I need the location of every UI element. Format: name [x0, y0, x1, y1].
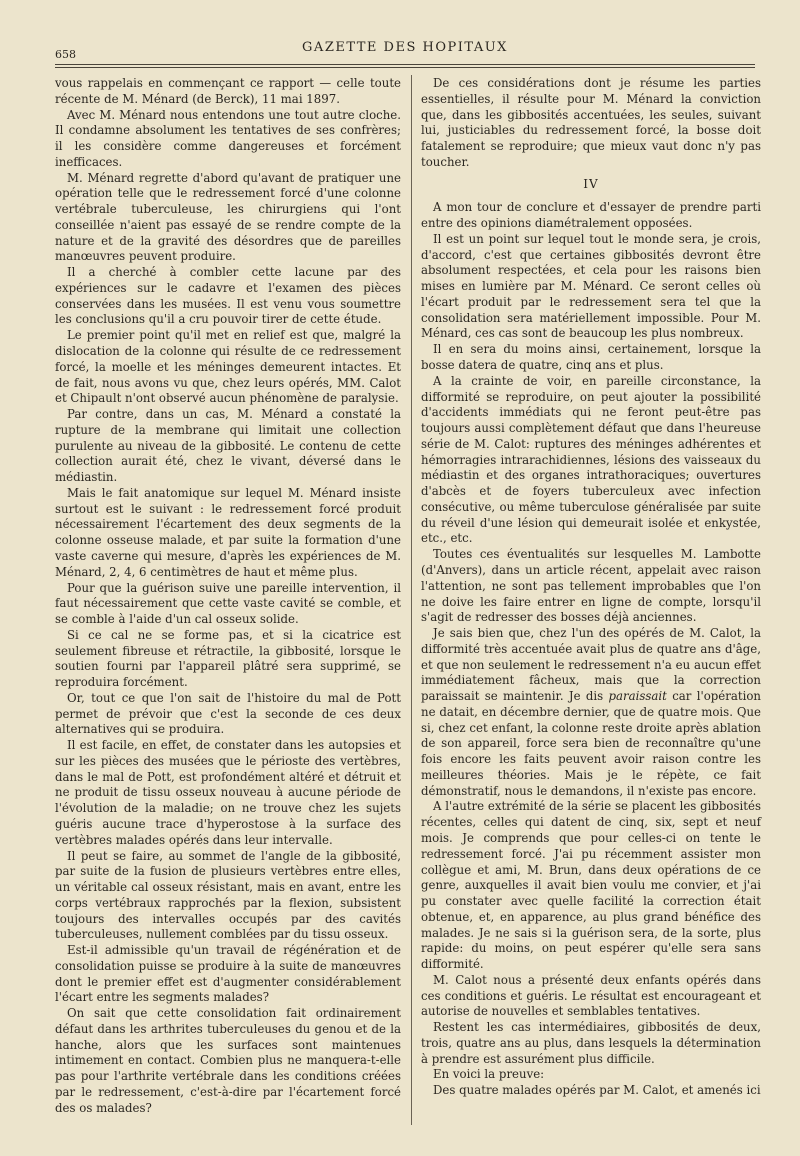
paragraph: Il en sera du moins ainsi, certainement, lorsque la bosse datera de quatre, cinq ans et plus. — [421, 342, 761, 373]
paragraph: A l'autre extrémité de la série se placent les gibbosités récentes, celles qui datent de cinq, six, sept et neuf mois. Je comprends que pour celles-ci on tente le redressement forcé. J'ai pu récemment assister mon collègue et ami, M. Brun, dans deux opérations de ce genre, auxquelles il avait bien voulu me convier, et j'ai pu constater avec quelle facilité la correction était obtenue, et, en apparence, au plus grand bénéfice des malades. Je ne sais si la guérison sera, de la sorte, plus rapide: du moins, on peut espérer qu'elle sera sans difformité. — [421, 799, 761, 972]
paragraph: Toutes ces éventualités sur lesquelles M. Lambotte (d'Anvers), dans un article récent, appelait avec raison l'attention, ne sont pas tellement improbables que l'on ne doive les faire entrer en ligne de compte, lorsqu'il s'agit de redresser des bosses déjà anciennes. — [421, 547, 761, 625]
paragraph: Est-il admissible qu'un travail de régénération et de consolidation puisse se produire à la suite de manœuvres dont le premier effet est d'augmenter considérablement l'écart entre les segments malades? — [55, 943, 401, 1005]
paragraph: Le premier point qu'il met en relief est que, malgré la dislocation de la colonne qui résulte de ce redressement forcé, la moelle et les méninges demeurent intactes. Et de fait, nous avons vu que, chez leurs opérés, MM. Calot et Chipault n'ont observé aucun phénomène de paralysie. — [55, 328, 401, 406]
paragraph: En voici la preuve: — [433, 1067, 545, 1082]
header-rule-double — [55, 67, 755, 68]
paragraph: Pour que la guérison suive une pareille intervention, il faut nécessairement que cette vaste cavité se comble, et se comble à l'aide d'un cal osseux solide. — [55, 580, 401, 627]
paragraph — [421, 626, 761, 799]
paragraph-text: car l'opération ne datait, en décembre dernier, que de quatre mois. Que si, chez cet enfant, la colonne reste droite après ablation de son appareil, force sera bien de reconnaître qu'une fois encore les faits peuvent avoir raison contre les meilleures théories. Mais je le répète, ce fait démonstratif, nous le demandons, il n'existe pas encore. — [421, 689, 761, 798]
paragraph: Avec M. Ménard nous entendons une tout autre cloche. Il condamne absolument les tentatives de ses confrères; il les considère comme dangereuses et forcément inefficaces. — [55, 107, 401, 169]
paragraph: Il peut se faire, au sommet de l'angle de la gibbosité, par suite de la fusion de plusieurs vertèbres entre elles, un véritable cal osseux résistant, mais en avant, entre les corps vertébraux rapprochés par la flexion, subsistent toujours des intervalles occupés par des cavités tuberculeuses, nullement comblées par du tissu osseux. — [55, 848, 401, 942]
paragraph: Par contre, dans un cas, M. Ménard a constaté la rupture de la membrane qui limitait une collection purulente au niveau de la gibbosité. Le contenu de cette collection aurait été, chez le vivant, déversé dans le médiastin. — [55, 407, 401, 485]
page-header — [55, 36, 755, 62]
paragraph: Or, tout ce que l'on sait de l'histoire du mal de Pott permet de prévoir que c'est la seconde de ces deux alternatives qui se produira. — [55, 690, 401, 737]
paragraph: Restent les cas intermédiaires, gibbosités de deux, trois, quatre ans au plus, dans lesquels la détermination à prendre est assurément plus difficile. — [421, 1020, 761, 1066]
right-column — [421, 76, 761, 1099]
column-divider — [411, 75, 412, 1125]
paragraph: De ces considérations dont je résume les parties essentielles, il résulte pour M. Ménard la conviction que, dans les gibbosités accentuées, les seules, suivant lui, justiciables du redressement forcé, la bosse doit fatalement se reproduire; que mieux vaut donc n'y pas toucher. — [421, 76, 761, 169]
section-heading: IV — [583, 176, 599, 191]
paragraph: Si ce cal ne se forme pas, et si la cicatrice est seulement fibreuse et rétractile, la gibbosité, lorsque le soutien fourni par l'appareil plâtré sera supprimé, se reproduira forcément. — [55, 627, 401, 690]
header-rule — [55, 64, 755, 65]
paragraph-text: Je sais bien que, chez l'un des opérés de M. Calot, la difformité très accentuée avait plus de quatre ans d'âge, et que non seulement le redressement n'a eu aucun effet immédiatement fâcheux, mais que la correction paraissait se maintenir. Je dis — [421, 626, 761, 704]
page-number: 658 — [55, 48, 76, 61]
paragraph: Il est facile, en effet, de constater dans les autopsies et sur les pièces des musées que le périoste des vertèbres, dans le mal de Pott, est profondément altéré et détruit et ne produit de tissu osseux nouveau à aucune période de l'évolution de la maladie; on ne trouve chez les sujets guéris aucune trace d'hyperostose à la surface des vertèbres malades opérés dans leur intervalle. — [55, 738, 401, 847]
paragraph: M. Ménard regrette d'abord qu'avant de pratiquer une opération telle que le redressement forcé d'une colonne vertébrale tuberculeuse, les chirurgiens qui l'ont conseillée n'aient pas essayé de se rendre compte de la nature et de la gravité des désordres que de pareilles manœuvres peuvent produire. — [55, 170, 401, 264]
paragraph: Il a cherché à combler cette lacune par des expériences sur le cadavre et l'examen des pièces conservées dans les musées. Il est venu vous soumettre les conclusions qu'il a cru pouvoir tirer de cette étude. — [55, 265, 401, 327]
paragraph: On sait que cette consolidation fait ordinairement défaut dans les arthrites tuberculeuses du genou et de la hanche, alors que les surfaces sont maintenues intimement en contact. Combien plus ne manquera-t-elle pas pour l'arthrite vertébrale dans les conditions créées par le redressement, c'est-à-dire par l'écartement forcé des os malades? — [55, 1006, 401, 1115]
paragraph: M. Calot nous a présenté deux enfants opérés dans ces conditions et guéris. Le résultat est encourageant et autorise de nouvelles et semblables tentatives. — [421, 972, 761, 1019]
paragraph: A mon tour de conclure et d'essayer de prendre parti entre des opinions diamétralement opposées. — [421, 200, 761, 231]
paragraph: Mais le fait anatomique sur lequel M. Ménard insiste surtout est le suivant : le redressement forcé produit nécessairement l'écartement des deux segments de la colonne osseuse malade, et par suite la formation d'une vaste caverne qui mesure, d'après les expériences de M. Ménard, 2, 4, 6 centimètres de haut et même plus. — [55, 485, 401, 579]
paragraph: A la crainte de voir, en pareille circonstance, la difformité se reproduire, on peut ajouter la possibilité d'accidents immédiats qui ne feront peut-être pas toujours aussi complètement défaut que dans l'heureuse série de M. Calot: ruptures des méninges adhérentes et hémorragies intrarachidiennes, lésions des vaisseaux du médiastin et des organes intrathoraciques; ouvertures d'abcès et de foyers tuberculeux avec infection consécutive, ou même tuberculose généralisée par suite du réveil d'une lésion qui demeurait isolée et enkystée, etc., etc. — [421, 373, 761, 546]
emphasis-word: paraissait — [608, 689, 667, 704]
left-column — [55, 76, 401, 1117]
paragraph: Des quatre malades opérés par M. Calot, et amenés ici — [433, 1083, 761, 1098]
running-title: GAZETTE DES HOPITAUX — [302, 40, 508, 55]
paragraph: Il est un point sur lequel tout le monde sera, je crois, d'accord, c'est que certaines gibbosités devront être absolument respectées, et cela pour les raisons bien mises en lumière par M. Ménard. Ce seront celles où l'écart produit par le redressement sera tel que la consolidation sera matériellement impossible. Pour M. Ménard, ces cas sont de beaucoup les plus nombreux. — [421, 231, 761, 341]
paragraph: vous rappelais en commençant ce rapport — celle toute récente de M. Ménard (de Berck), 11 mai 1897. — [55, 76, 401, 106]
